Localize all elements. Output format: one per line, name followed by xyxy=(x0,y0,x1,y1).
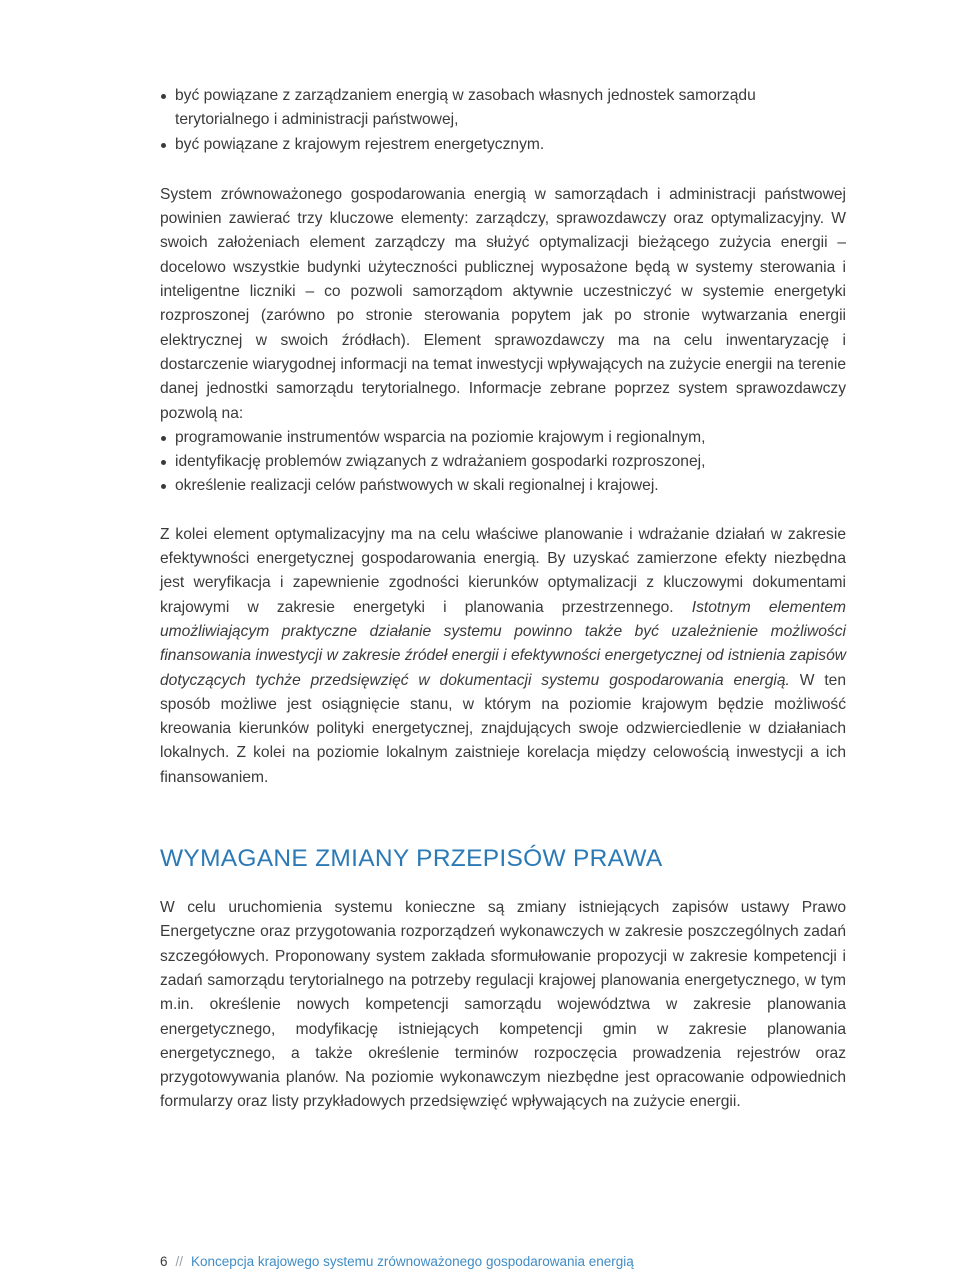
paragraph-optimization-text: Z kolei element optymalizacyjny ma na celu właściwe planowanie i wdrażanie działań w zakresie efektywności energetycznej gospodarowania energią. By uzyskać zamierzone efekty niezbędna jest weryfikacja i zapewnienie zgodności kierunków optymalizacji z kluczowymi dokumentami krajowymi w zakresie energetyki i planowania przestrzennego. xyxy=(160,525,846,616)
page-content xyxy=(160,84,846,1115)
bullet-list-reporting xyxy=(160,426,846,499)
list-item: określenie realizacji celów państwowych w skali regionalnej i krajowej. xyxy=(160,474,846,498)
bullet-list-requirements xyxy=(160,84,846,157)
paragraph-optimization-text-end: W ten sposób możliwe jest osiągnięcie stanu, w którym na poziomie krajowym będzie możliwość kreowania kierunków polityki energetycznej, znajdujących swoje odzwierciedlenie w działaniach lokalnych. Z kolei na poziomie lokalnym zaistnieje korelacja między celowością inwestycji a ich finansowaniem. xyxy=(160,671,847,786)
page-footer xyxy=(160,1253,634,1271)
paragraph-legal-changes: W celu uruchomienia systemu konieczne są zmiany istniejących zapisów ustawy Prawo Energetyczne oraz przygotowania rozporządzeń wykonawczych w zakresie poszczególnych zadań szczegółowych. Proponowany system zakłada sformułowanie propozycji w zakresie kompetencji i zadań samorządu terytorialnego na potrzeby regulacji krajowej planowania energetycznego, w tym m.in. określenie nowych kompetencji samorządu województwa w zakresie planowania energetycznego, modyfikację istniejących kompetencji gmin w zakresie planowania energetycznego, a także określenie terminów rozpoczęcia prowadzenia rejestrów oraz przygotowywania planów. Na poziomie wykonawczym niezbędne jest opracowanie odpowiednich formularzy oraz listy przykładowych przedsięwzięć wpływających na zużycie energii. xyxy=(160,899,846,1111)
list-item: być powiązane z zarządzaniem energią w zasobach własnych jednostek samorządu terytorialnego i administracji państwowej, xyxy=(160,84,846,133)
list-item: być powiązane z krajowym rejestrem energetycznym. xyxy=(160,133,846,157)
footer-document-title: Koncepcja krajowego systemu zrównoważonego gospodarowania energią xyxy=(191,1254,634,1269)
list-item: programowanie instrumentów wsparcia na poziomie krajowym i regionalnym, xyxy=(160,426,846,450)
footer-separator: // xyxy=(175,1254,184,1269)
paragraph-optimization xyxy=(160,523,846,790)
section-heading: WYMAGANE ZMIANY PRZEPISÓW PRAWA xyxy=(160,845,663,873)
paragraph-optimization-italic: Istotnym elementem umożliwiającym praktyczne działanie systemu powinno także być uzależnienie możliwości finansowania inwestycji w zakresie źródeł energii i efektywności energetycznej od istnienia zapisów dotyczących tychże przedsięwzięć w dokumentacji systemu gospodarowania energią. xyxy=(160,598,846,689)
paragraph-system-elements: System zrównoważonego gospodarowania energią w samorządach i administracji państwowej powinien zawierać trzy kluczowe elementy: zarządczy, sprawozdawczy oraz optymalizacyjny. W swoich założeniach element zarządczy ma służyć optymalizacji bieżącego zużycia energii – docelowo wszystkie budynki użyteczności publicznej wyposażone będą w systemy sterowania i inteligentne liczniki – co pozwoli samorządom aktywnie uczestniczyć w systemie energetyki rozproszonej (zarówno po stronie sterowania popytem jak po stronie wytwarzania energii elektrycznej w swoich źródłach). Element sprawozdawczy ma na celu inwentaryzację i dostarczenie wiarygodnej informacji na temat inwestycji wpływających na zużycie energii na terenie danej jednostki samorządu terytorialnego. Informacje zebrane poprzez system sprawozdawczy pozwolą na: xyxy=(160,185,846,422)
list-item: identyfikację problemów związanych z wdrażaniem gospodarki rozproszonej, xyxy=(160,450,846,474)
page-number: 6 xyxy=(160,1254,168,1269)
